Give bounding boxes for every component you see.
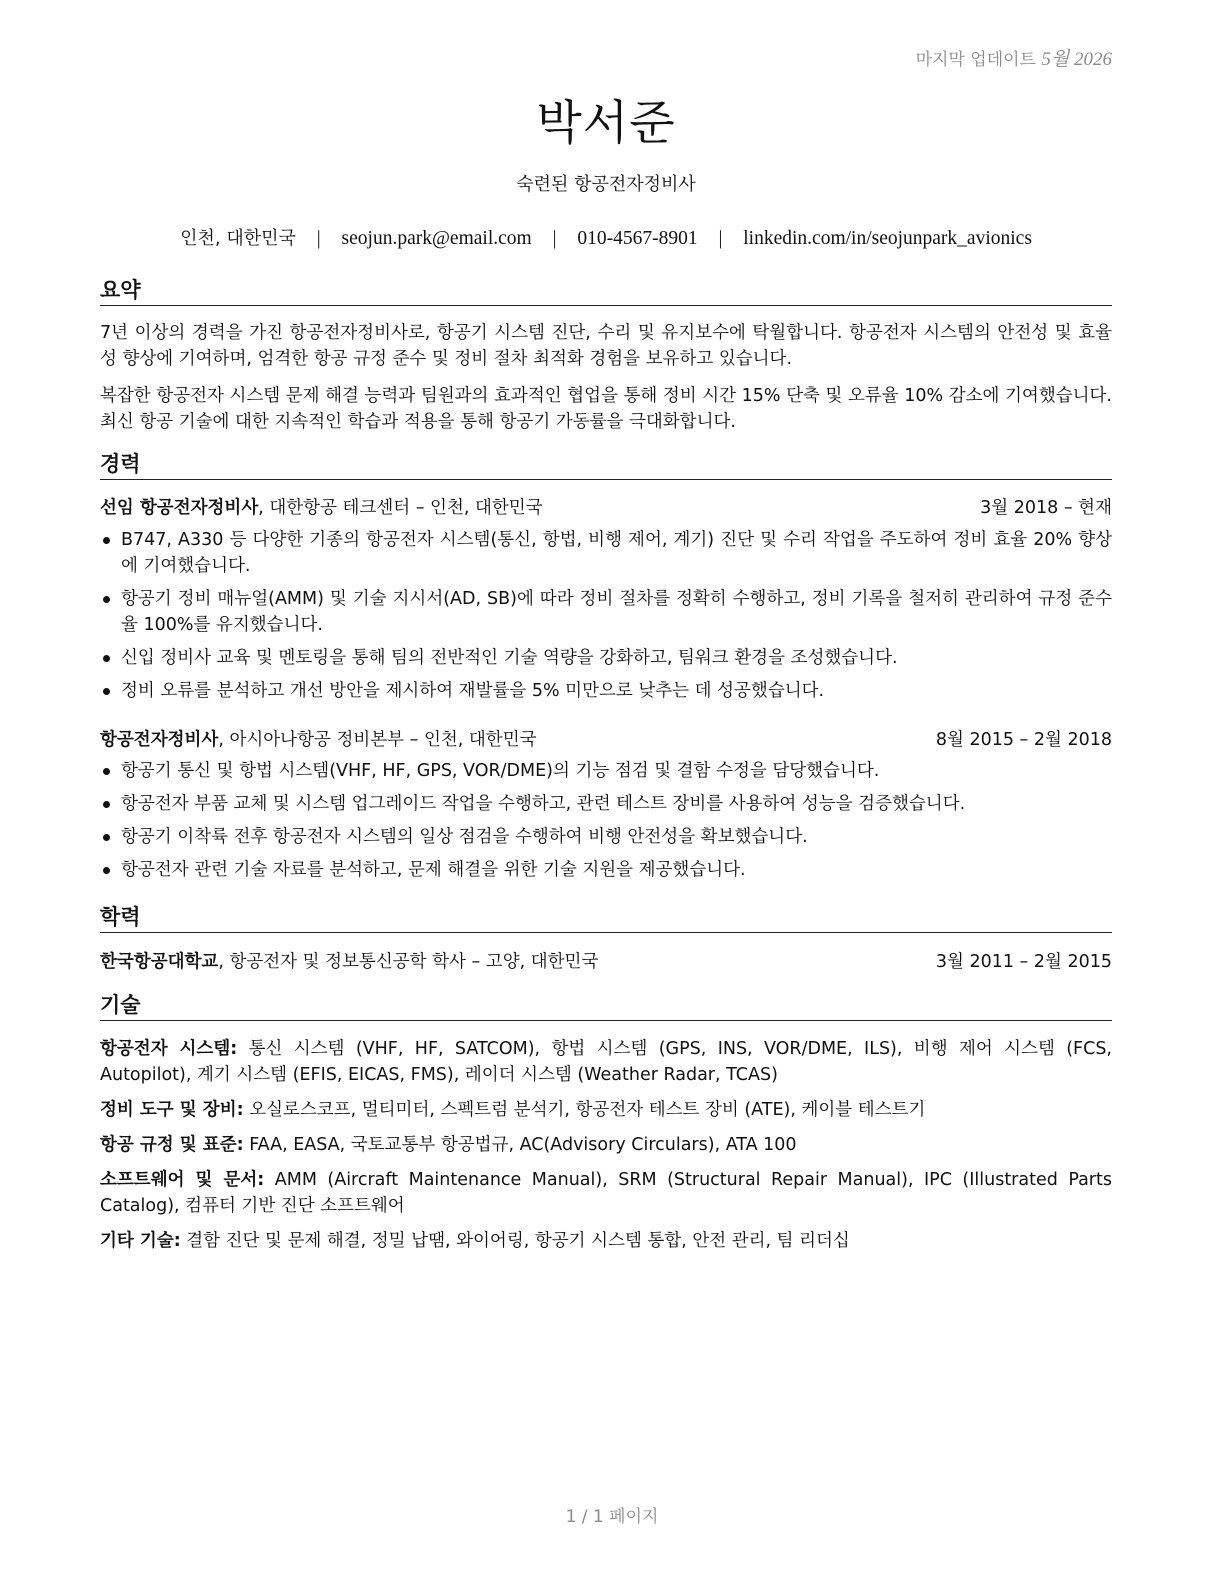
contact-separator: | <box>316 228 321 249</box>
contact-phone[interactable]: 010-4567-8901 <box>577 228 698 249</box>
contact-separator: | <box>552 228 557 249</box>
skill-item <box>100 1228 1112 1254</box>
skill-text: 통신 시스템 (VHF, HF, SATCOM), 항법 시스템 (GPS, INS, VOR/DME, ILS), 비행 제어 시스템 (FCS, Autopilot), 계기 시스템 (EFIS, EICAS, FMS), 레이더 시스템 (Weather Radar, TCAS) <box>100 1039 1112 1085</box>
skill-item <box>100 1132 1112 1158</box>
job-date: 3월 2018 – 현재 <box>980 498 1112 518</box>
list-item: 항공기 정비 매뉴얼(AMM) 및 기술 지시서(AD, SB)에 따라 정비 절차를 정확히 수행하고, 정비 기록을 철저히 관리하여 규정 준수율 100%를 유지했습니다. <box>100 586 1112 638</box>
job-org: , 대한항공 테크센터 – 인천, 대한민국 <box>258 498 543 518</box>
job-role: 항공전자정비사 <box>100 730 219 750</box>
job-role: 선임 항공전자정비사 <box>100 498 259 518</box>
job-header <box>100 495 1112 521</box>
education-date: 3월 2011 – 2월 2015 <box>935 952 1112 972</box>
candidate-headline: 숙련된 항공전자정비사 <box>516 174 696 195</box>
contact-location: 인천, 대한민국 <box>180 228 296 249</box>
job-bullets <box>100 758 1112 890</box>
skill-text: FAA, EASA, 국토교통부 항공법규, AC(Advisory Circulars), ATA 100 <box>243 1135 797 1155</box>
skill-label: 정비 도구 및 장비: <box>100 1100 244 1120</box>
skill-label: 기타 기술: <box>100 1231 181 1251</box>
candidate-name: 박서준 <box>536 96 676 151</box>
skill-label: 소프트웨어 및 문서: <box>100 1170 265 1190</box>
job-org: , 아시아나항공 정비본부 – 인천, 대한민국 <box>218 730 537 750</box>
job-date: 8월 2015 – 2월 2018 <box>935 730 1112 750</box>
list-item: 항공기 통신 및 항법 시스템(VHF, HF, GPS, VOR/DME)의 기능 점검 및 결함 수정을 담당했습니다. <box>100 758 1112 784</box>
contact-linkedin[interactable]: linkedin.com/in/seojunpark_avionics <box>743 228 1032 249</box>
list-item: 정비 오류를 분석하고 개선 방안을 제시하여 재발률을 5% 미만으로 낮추는 데 성공했습니다. <box>100 678 1112 704</box>
list-item: 항공전자 관련 기술 자료를 분석하고, 문제 해결을 위한 기술 지원을 제공했습니다. <box>100 857 1112 883</box>
page-indicator: 1 / 1 페이지 <box>565 1507 659 1527</box>
section-title-skills: 기술 <box>100 991 1112 1021</box>
skill-text: 오실로스코프, 멀티미터, 스펙트럼 분석기, 항공전자 테스트 장비 (ATE), 케이블 테스트기 <box>243 1100 926 1120</box>
list-item: B747, A330 등 다양한 기종의 항공전자 시스템(통신, 항법, 비행 제어, 계기) 진단 및 수리 작업을 주도하여 정비 효율 20% 향상에 기여했습니다. <box>100 527 1112 579</box>
education-degree: , 항공전자 및 정보통신공학 학사 – 고양, 대한민국 <box>218 952 599 972</box>
skill-text: 결함 진단 및 문제 해결, 정밀 납땜, 와이어링, 항공기 시스템 통합, 안전 관리, 팀 리더십 <box>180 1231 850 1251</box>
section-title-education: 학력 <box>100 903 1112 933</box>
list-item: 항공기 이착륙 전후 항공전자 시스템의 일상 점검을 수행하여 비행 안전성을 확보했습니다. <box>100 824 1112 850</box>
last-updated-label: 마지막 업데이트 <box>915 50 1036 70</box>
section-title-summary: 요약 <box>100 276 1112 306</box>
contact-separator: | <box>718 228 723 249</box>
contact-email[interactable]: seojun.park@email.com <box>341 228 532 249</box>
skill-item <box>100 1036 1112 1088</box>
skill-item <box>100 1097 1112 1123</box>
job-bullets <box>100 527 1112 711</box>
education-entry <box>100 949 1112 975</box>
last-updated-date: 5월 2026 <box>1041 49 1112 70</box>
skill-label: 항공전자 시스템: <box>100 1039 238 1059</box>
skill-text: AMM (Aircraft Maintenance Manual), SRM (Structural Repair Manual), IPC (Illustrated Parts Catalog), 컴퓨터 기반 진단 소프트웨어 <box>100 1170 1112 1216</box>
education-school: 한국항공대학교 <box>100 952 219 972</box>
section-title-experience: 경력 <box>100 450 1112 480</box>
contact-line <box>100 224 1112 250</box>
skill-item <box>100 1167 1112 1219</box>
list-item: 항공전자 부품 교체 및 시스템 업그레이드 작업을 수행하고, 관련 테스트 장비를 사용하여 성능을 검증했습니다. <box>100 791 1112 817</box>
list-item: 신입 정비사 교육 및 멘토링을 통해 팀의 전반적인 기술 역량을 강화하고, 팀워크 환경을 조성했습니다. <box>100 645 1112 671</box>
job-header <box>100 727 1112 753</box>
skill-label: 항공 규정 및 표준: <box>100 1135 244 1155</box>
summary-paragraph-2: 복잡한 항공전자 시스템 문제 해결 능력과 팀원과의 효과적인 협업을 통해 정비 시간 15% 단축 및 오류율 10% 감소에 기여했습니다. 최신 항공 기술에 대한 지속적인 학습과 적용을 통해 항공기 가동률을 극대화합니다. <box>100 386 1112 432</box>
summary-paragraph-1: 7년 이상의 경력을 가진 항공전자정비사로, 항공기 시스템 진단, 수리 및 유지보수에 탁월합니다. 항공전자 시스템의 안전성 및 효율성 향상에 기여하며, 엄격한 항공 규정 준수 및 정비 절차 최적화 경험을 보유하고 있습니다. <box>100 323 1112 369</box>
last-updated <box>916 44 1112 71</box>
